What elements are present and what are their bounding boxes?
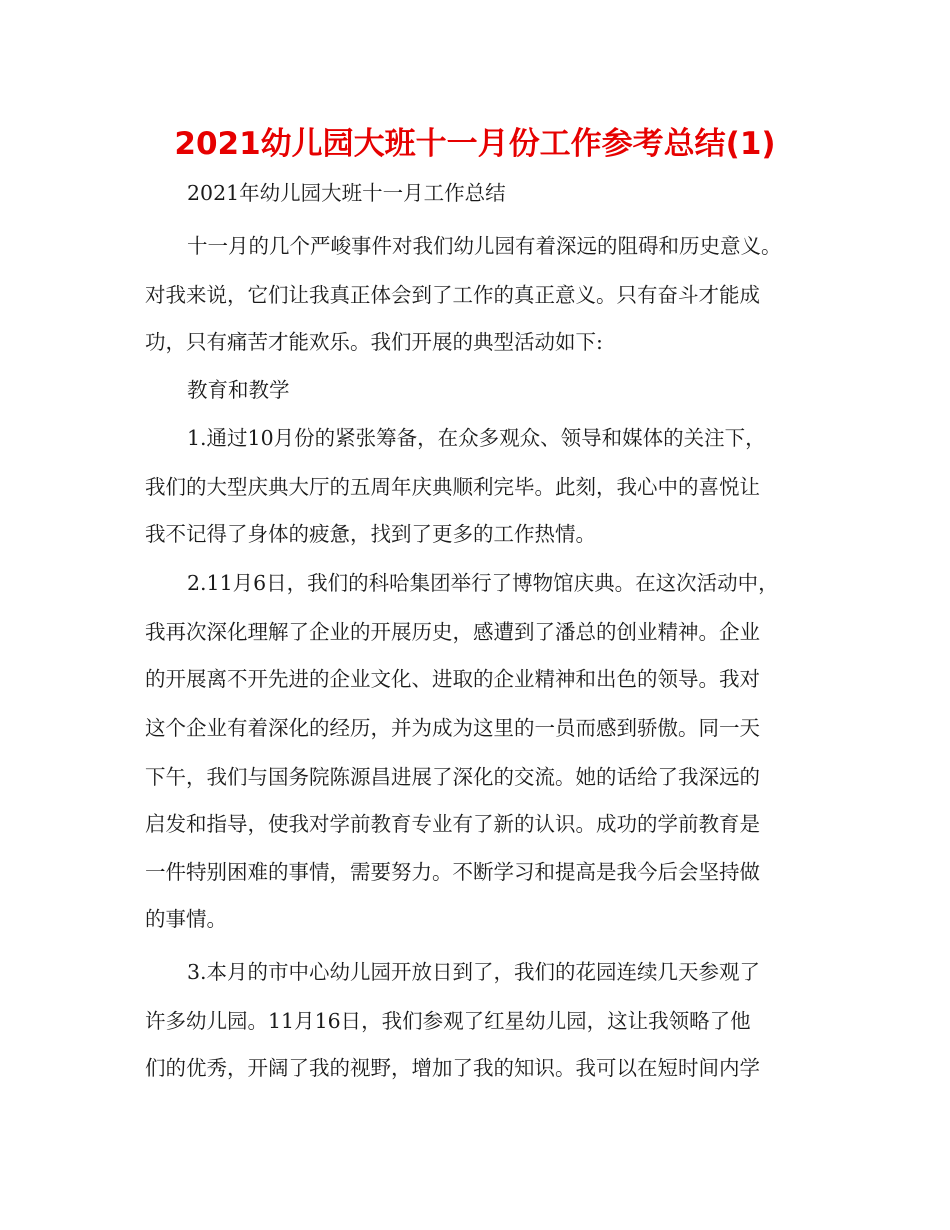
paragraph-line: 的开展离不开先进的企业文化、进取的企业精神和出色的领导。我对	[145, 667, 760, 691]
paragraph-line: 我不记得了身体的疲惫，找到了更多的工作热情。	[145, 522, 596, 546]
paragraph-line: 功，只有痛苦才能欢乐。我们开展的典型活动如下:	[145, 330, 603, 354]
paragraph-line: 这个企业有着深化的经历，并为成为这里的一员而感到骄傲。同一天	[145, 716, 760, 740]
paragraph-line: 的事情。	[145, 907, 227, 931]
section-heading: 教育和教学	[187, 378, 290, 402]
paragraph-line: 我再次深化理解了企业的开展历史，感遭到了潘总的创业精神。企业	[145, 620, 760, 644]
paragraph-line: 2.11月6日，我们的科哈集团举行了博物馆庆典。在这次活动中，	[187, 571, 779, 595]
paragraph-line: 下午，我们与国务院陈源昌进展了深化的交流。她的话给了我深远的	[145, 765, 760, 789]
paragraph-line: 3.本月的市中心幼儿园开放日到了，我们的花园连续几天参观了	[187, 960, 761, 984]
paragraph-line: 1.通过10月份的紧张筹备，在众多观众、领导和媒体的关注下，	[187, 426, 766, 450]
subtitle-line: 2021年幼儿园大班十一月工作总结	[187, 181, 506, 205]
paragraph-line: 我们的大型庆典大厅的五周年庆典顺利完毕。此刻，我心中的喜悦让	[145, 475, 760, 499]
document-title: 2021幼儿园大班十一月份工作参考总结(1)	[174, 126, 776, 162]
paragraph-line: 启发和指导，使我对学前教育专业有了新的认识。成功的学前教育是	[145, 812, 760, 836]
paragraph-line: 对我来说，它们让我真正体会到了工作的真正意义。只有奋斗才能成	[145, 283, 760, 307]
paragraph-line: 一件特别困难的事情，需要努力。不断学习和提高是我今后会坚持做	[145, 860, 760, 884]
paragraph-line: 们的优秀，开阔了我的视野，增加了我的知识。我可以在短时间内学	[145, 1056, 760, 1080]
paragraph-line: 十一月的几个严峻事件对我们幼儿园有着深远的阻碍和历史意义。	[187, 234, 782, 258]
paragraph-line: 许多幼儿园。11月16日，我们参观了红星幼儿园，这让我领略了他	[145, 1009, 751, 1033]
